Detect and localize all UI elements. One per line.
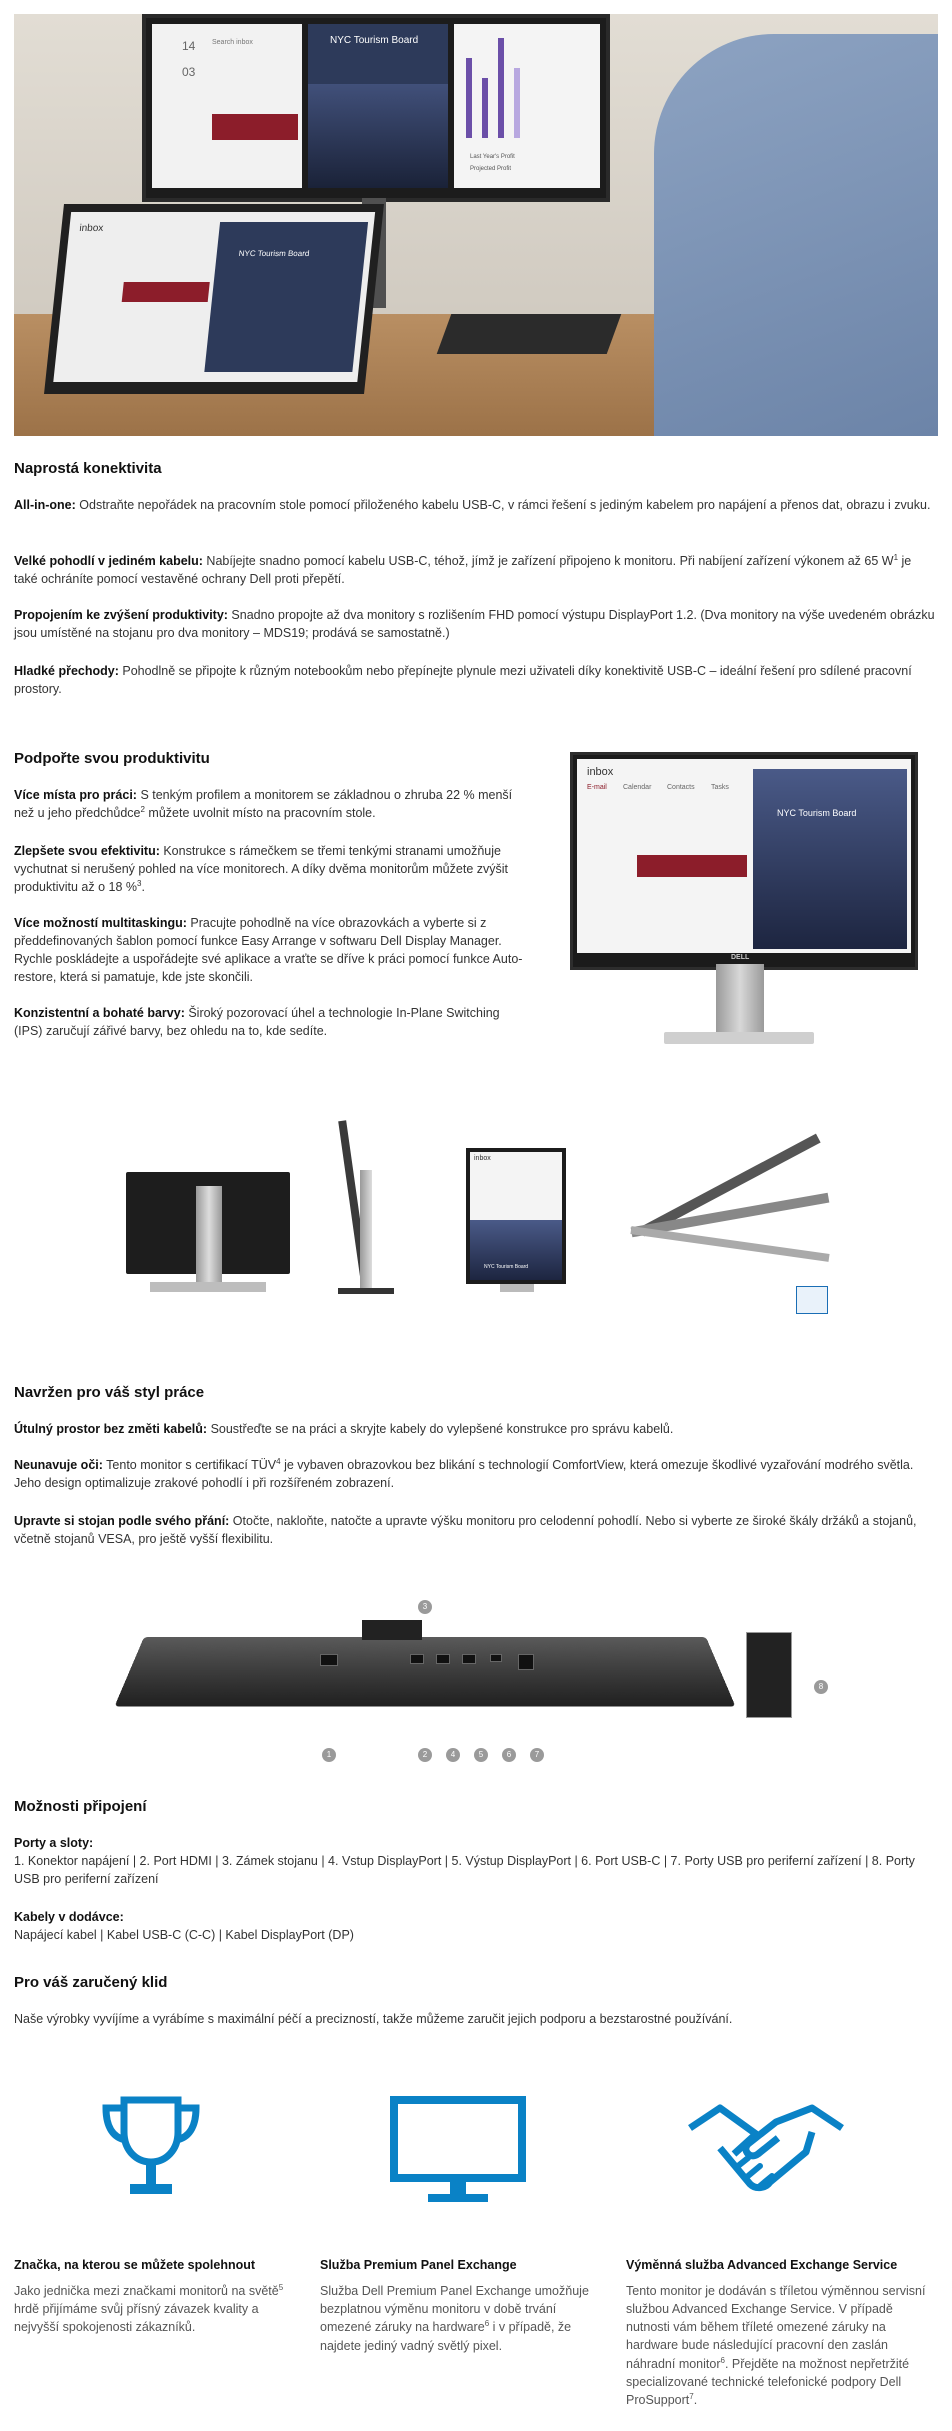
- productivity-item: Více místa pro práci: S tenkým profilem a monitorem se základnou o zhruba 22 % menší než u jeho předchůdce$^2$ můžete uvolnit místo na pracovním stole.: [14, 788, 513, 821]
- cables-text: Napájecí kabel | Kabel USB-C (C-C) | Kabel DisplayPort (DP): [14, 1928, 354, 1942]
- feature-text: Tento monitor je dodáván s tříletou výměnnou servisní službou Advanced Exchange Service. V případě nutnosti vám během tříleté omezené záruky na hardware bude následující pracovní den zaslán náhradní monitor$^6$. Přejděte na možnost nepřetržité specializované technické telefonické podpory Dell ProSupport$^7$.: [626, 2284, 926, 2408]
- trophy-icon: [96, 2094, 206, 2204]
- productivity-item: Více možností multitaskingu: Pracujte pohodlně na více obrazovkách a vyberte si z předdefinovaných šablon pomocí funkce Easy Arrange v softwaru Dell Display Manager. Rychle poskládejte a uspořádejte své aplikace a vraťte se dříve k práci pomocí funkce Auto-restore, která si pamatuje, kde jste skončili.: [14, 916, 523, 985]
- laptop-title: NYC Tourism Board: [238, 249, 310, 258]
- style-heading: Navržen pro váš styl práce: [14, 1384, 205, 1401]
- feature-title: Značka, na kterou se můžete spolehnout: [14, 2258, 256, 2272]
- callout-7: 7: [530, 1748, 544, 1762]
- connectivity-heading: Naprostá konektivita: [14, 460, 162, 477]
- callout-1: 1: [322, 1748, 336, 1762]
- handshake-icon: [686, 2092, 846, 2208]
- hero-monitor-title: NYC Tourism Board: [330, 35, 419, 46]
- monitor-stand: [716, 964, 764, 1036]
- peace-text: Naše výrobky vyvíjíme a vyrábíme s maximální péčí a precizností, takže můžeme zaručit jejich podporu a bezstarostné používání.: [14, 2012, 733, 2026]
- hero-search: Search inbox: [212, 39, 253, 46]
- pivot-title: NYC Tourism Board: [484, 1264, 529, 1270]
- dell-logo: DELL: [731, 954, 750, 961]
- connectivity-item: Velké pohodlí v jediném kabelu: Nabíjejte snadno pomocí kabelu USB-C, téhož, jímž je zařízení připojeno k monitoru. Při nabíjení zařízení výkonem až 65 $W^1$ je také ochráníte pomocí vestavěné ochrany Dell proti přepětí.: [14, 553, 912, 587]
- style-item: Upravte si stojan podle svého přání: Otočte, nakloňte, natočte a upravte výšku monitoru pro celodenní pohodlí. Nebo si vyberte ze široké škály držáků a stojanů, včetně stojanů VESA, pro ještě vyšší flexibilitu.: [14, 1514, 917, 1547]
- callout-8: 8: [814, 1680, 828, 1694]
- peace-heading: Pro váš zaručený klid: [14, 1974, 168, 1991]
- hero-date-b: 03: [182, 65, 196, 79]
- hero-date-a: 14: [182, 39, 196, 53]
- productivity-item: Konzistentní a bohaté barvy: Široký pozorovací úhel a technologie In-Plane Switching (IPS) zaručují zářivé barvy, bez ohledu na to, kde sedíte.: [14, 1006, 500, 1039]
- callout-3: 3: [418, 1600, 432, 1614]
- ports-text: 1. Konektor napájení | 2. Port HDMI | 3. Zámek stojanu | 4. Vstup DisplayPort | 5. Výstup DisplayPort | 6. Port USB-C | 7. Porty USB pro periferní zařízení | 8. Porty USB pro periferní zařízení: [14, 1854, 915, 1887]
- monitor-tab: Calendar: [623, 784, 652, 791]
- monitor-back-base: [150, 1282, 266, 1292]
- pivot-inbox: inbox: [474, 1155, 491, 1162]
- style-item: Útulný prostor bez změti kabelů: Soustřeďte se na práci a skryjte kabely do vylepšené konstrukce pro správu kabelů.: [14, 1422, 674, 1436]
- hero-monitor: [142, 14, 610, 202]
- monitor-pivot-image: [466, 1148, 566, 1284]
- connections-heading: Možnosti připojení: [14, 1798, 147, 1815]
- usb-side-inset: [746, 1632, 792, 1718]
- monitor-front-image: [570, 752, 918, 970]
- monitor-back-stand: [196, 1186, 222, 1286]
- connectivity-item: Propojením ke zvýšení produktivity: Snadno propojte až dva monitory s rozlišením FHD pomocí výstupu DisplayPort 1.2. (Dva monitory na výše uvedeném obrázku jsou umístěné na stojanu pro dva monitory – MDS19; prodává se samostatně.): [14, 608, 935, 641]
- productivity-item: Zlepšete svou efektivitu: Konstrukce s rámečkem se třemi tenkými stranami umožňuje vychutnat si nerušený pohled na více monitorech. A díky dvěma monitorům můžete zvýšit produktivitu až o 18 %$^3$.: [14, 844, 508, 895]
- feature-title: Výměnná služba Advanced Exchange Service: [626, 2258, 898, 2272]
- hero-legend-a: Last Year's Profit: [470, 154, 515, 161]
- monitor-tab: Tasks: [711, 784, 729, 791]
- hero-legend-b: Projected Profit: [470, 166, 512, 173]
- monitor-inbox: inbox: [587, 766, 614, 778]
- callout-6: 6: [502, 1748, 516, 1762]
- monitor-base: [664, 1032, 814, 1044]
- cables-label: Kabely v dodávce:: [14, 1910, 124, 1924]
- callout-4: 4: [446, 1748, 460, 1762]
- tuv-badge: [796, 1286, 828, 1314]
- monitor-icon: [388, 2094, 528, 2206]
- callout-5: 5: [474, 1748, 488, 1762]
- feature-title: Služba Premium Panel Exchange: [320, 2258, 517, 2272]
- hero-image: [14, 14, 938, 436]
- monitor-title: NYC Tourism Board: [777, 808, 857, 818]
- connectivity-item: All-in-one: Odstraňte nepořádek na pracovním stole pomocí přiloženého kabelu USB-C, v rámci řešení s jediným kabelem pro napájení a přenos dat, obrazu i zvuku.: [14, 498, 931, 512]
- connectivity-item: Hladké přechody: Pohodlně se připojte k různým notebookům nebo přepínejte plynule mezi uživateli díky konektivitě USB-C – ideální řešení pro sdílené pracovní prostory.: [14, 664, 912, 697]
- laptop: [44, 204, 384, 394]
- ports-label: Porty a sloty:: [14, 1836, 94, 1850]
- productivity-heading: Podpořte svou produktivitu: [14, 750, 210, 767]
- keyboard: [437, 314, 622, 354]
- callout-2: 2: [418, 1748, 432, 1762]
- person: [654, 34, 938, 436]
- monitor-tab: Contacts: [667, 784, 695, 791]
- feature-text: Služba Dell Premium Panel Exchange umožňuje bezplatnou výměnu monitoru v době trvání omezené záruky na hardware$^6$ i v případě, že najdete jediný vadný světlý pixel.: [320, 2284, 589, 2353]
- laptop-inbox: inbox: [78, 223, 104, 234]
- monitor-bottom-ports-image: [130, 1620, 720, 1730]
- feature-text: Jako jednička mezi značkami monitorů na světě$^5$ hrdě přijímáme svůj přísný závazek kvality a nejvyšší spokojenosti zákazníků.: [14, 2283, 284, 2335]
- monitor-tab: E-mail: [587, 784, 607, 791]
- style-item: Neunavuje oči: Tento monitor s certifikací TÜV$^4$ je vybaven obrazovkou bez blikání s technologií ComfortView, která omezuje škodlivé vyzařování modrého světla. Jeho design optimalizuje zrakové pohodlí i při rozšířeném zobrazení.: [14, 1457, 914, 1491]
